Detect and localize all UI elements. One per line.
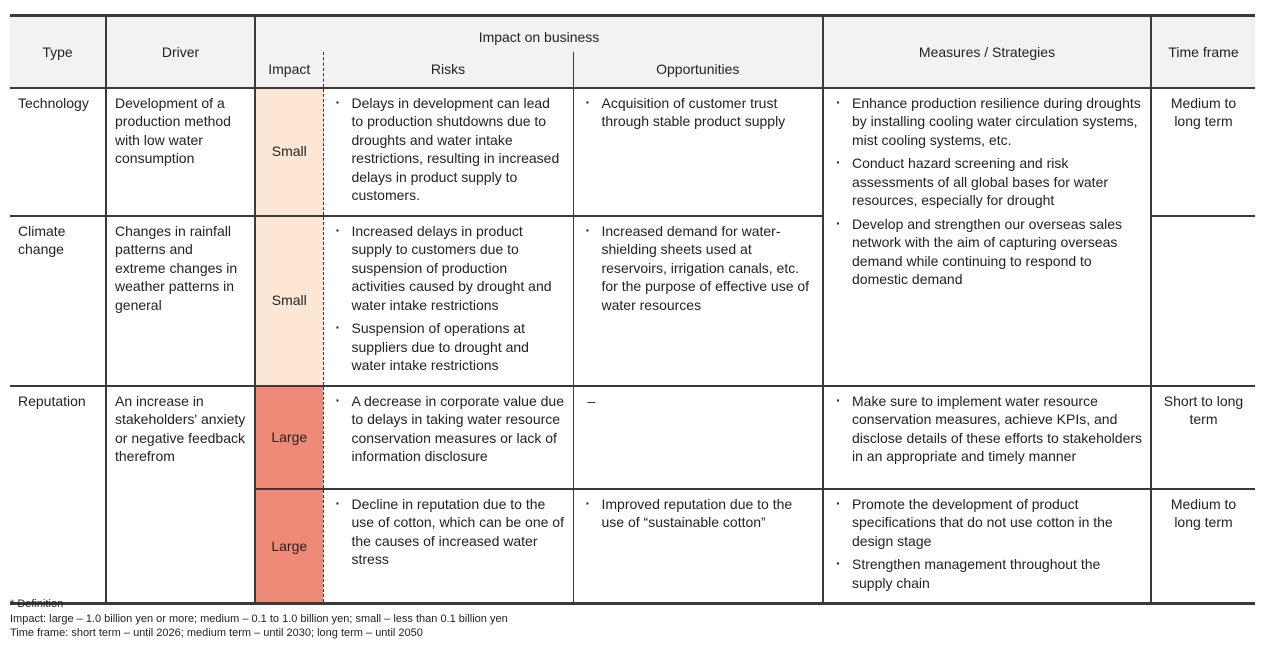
- footnote-definition: * Definition: [10, 598, 64, 610]
- measures-cell: [823, 386, 1151, 489]
- time-frame-climate-empty: [1151, 216, 1255, 386]
- risks-cell: [323, 386, 573, 489]
- opportunities-none: –: [573, 386, 823, 489]
- footnote-impact: Impact: large – 1.0 billion yen or more; medium – 0.1 to 1.0 billion yen; small – less than 0.1 billion yen: [10, 612, 508, 625]
- opportunity-item: · Improved reputation due to the use of “sustainable cotton”: [582, 495, 815, 532]
- water-risk-table-wrapper: [10, 14, 1255, 605]
- measure-item: · Develop and strengthen our overseas sales network with the aim of capturing overseas demand while continuing to respond to domestic demand: [832, 215, 1142, 289]
- measure-item: · Make sure to implement water resource conservation measures, achieve KPIs, and disclose details of these efforts to stakeholders in an appropriate and timely manner: [832, 392, 1142, 466]
- time-frame-technology: Medium to long term: [1170, 94, 1237, 129]
- header-driver: Driver: [106, 16, 255, 88]
- row-driver-reputation: An increase in stakeholders' anxiety or negative feedback therefrom: [106, 386, 255, 604]
- impact-badge-small: Small: [255, 88, 323, 216]
- header-time-frame: Time frame: [1151, 16, 1255, 88]
- impact-badge-large: Large: [255, 489, 323, 604]
- header-impact: Impact: [255, 52, 323, 88]
- header-measures: Measures / Strategies: [823, 16, 1151, 88]
- risks-cell: [323, 216, 573, 386]
- measure-item: · Conduct hazard screening and risk assessments of all global bases for water resources, especially for drought: [832, 154, 1142, 210]
- opportunity-item: · Increased demand for water-shielding sheets used at reservoirs, irrigation canals, etc. for the purpose of effective use of water resources: [582, 222, 815, 315]
- opportunity-item: · Acquisition of customer trust through stable product supply: [582, 94, 815, 131]
- opportunities-cell: [573, 88, 823, 216]
- time-frame-reputation-2: Medium to long term: [1170, 495, 1237, 530]
- risks-cell: [323, 88, 573, 216]
- footnote-time-frame: Time frame: short term – until 2026; medium term – until 2030; long term – until 2050: [10, 627, 423, 639]
- header-opportunities: Opportunities: [573, 52, 823, 88]
- row-driver-technology: Development of a production method with low water consumption: [106, 88, 255, 216]
- table-row: [10, 88, 1255, 216]
- measures-cell: [823, 489, 1151, 604]
- footnote: [10, 597, 508, 641]
- risk-item: · Increased delays in product supply to customers due to suspension of production activities caused by drought and water intake restrictions: [332, 222, 565, 315]
- table-row: [10, 386, 1255, 489]
- water-risk-table: [10, 14, 1255, 605]
- header-risks: Risks: [323, 52, 573, 88]
- risk-item: · Delays in development can lead to production shutdowns due to droughts and water intake restrictions, resulting in increased delays in product supply to customers.: [332, 94, 565, 205]
- row-type-technology: Technology: [10, 88, 106, 216]
- opportunities-cell: [573, 489, 823, 604]
- row-driver-climate: Changes in rainfall patterns and extreme changes in weather patterns in general: [106, 216, 255, 386]
- risk-item: · A decrease in corporate value due to delays in taking water resource conservation measures or lack of information disclosure: [332, 392, 565, 466]
- time-frame-reputation-1: Short to long term: [1163, 392, 1244, 427]
- impact-badge-large: Large: [255, 386, 323, 489]
- measure-item: · Enhance production resilience during droughts by installing cooling water circulation systems, mist cooling systems, etc.: [832, 94, 1142, 150]
- measure-item: · Promote the development of product specifications that do not use cotton in the design stage: [832, 495, 1142, 551]
- row-type-reputation: Reputation: [10, 386, 106, 604]
- header-type: Type: [10, 16, 106, 88]
- row-type-climate: Climate change: [10, 216, 106, 386]
- header-impact-on-business: Impact on business: [255, 16, 823, 52]
- risk-item: · Suspension of operations at suppliers due to drought and water intake restrictions: [332, 319, 565, 375]
- risk-item: · Decline in reputation due to the use of cotton, which can be one of the causes of increased water stress: [332, 495, 565, 569]
- impact-badge-small: Small: [255, 216, 323, 386]
- measure-item: · Strengthen management throughout the supply chain: [832, 555, 1142, 592]
- opportunities-cell: [573, 216, 823, 386]
- measures-cell-shared: [823, 88, 1151, 386]
- risks-cell: [323, 489, 573, 604]
